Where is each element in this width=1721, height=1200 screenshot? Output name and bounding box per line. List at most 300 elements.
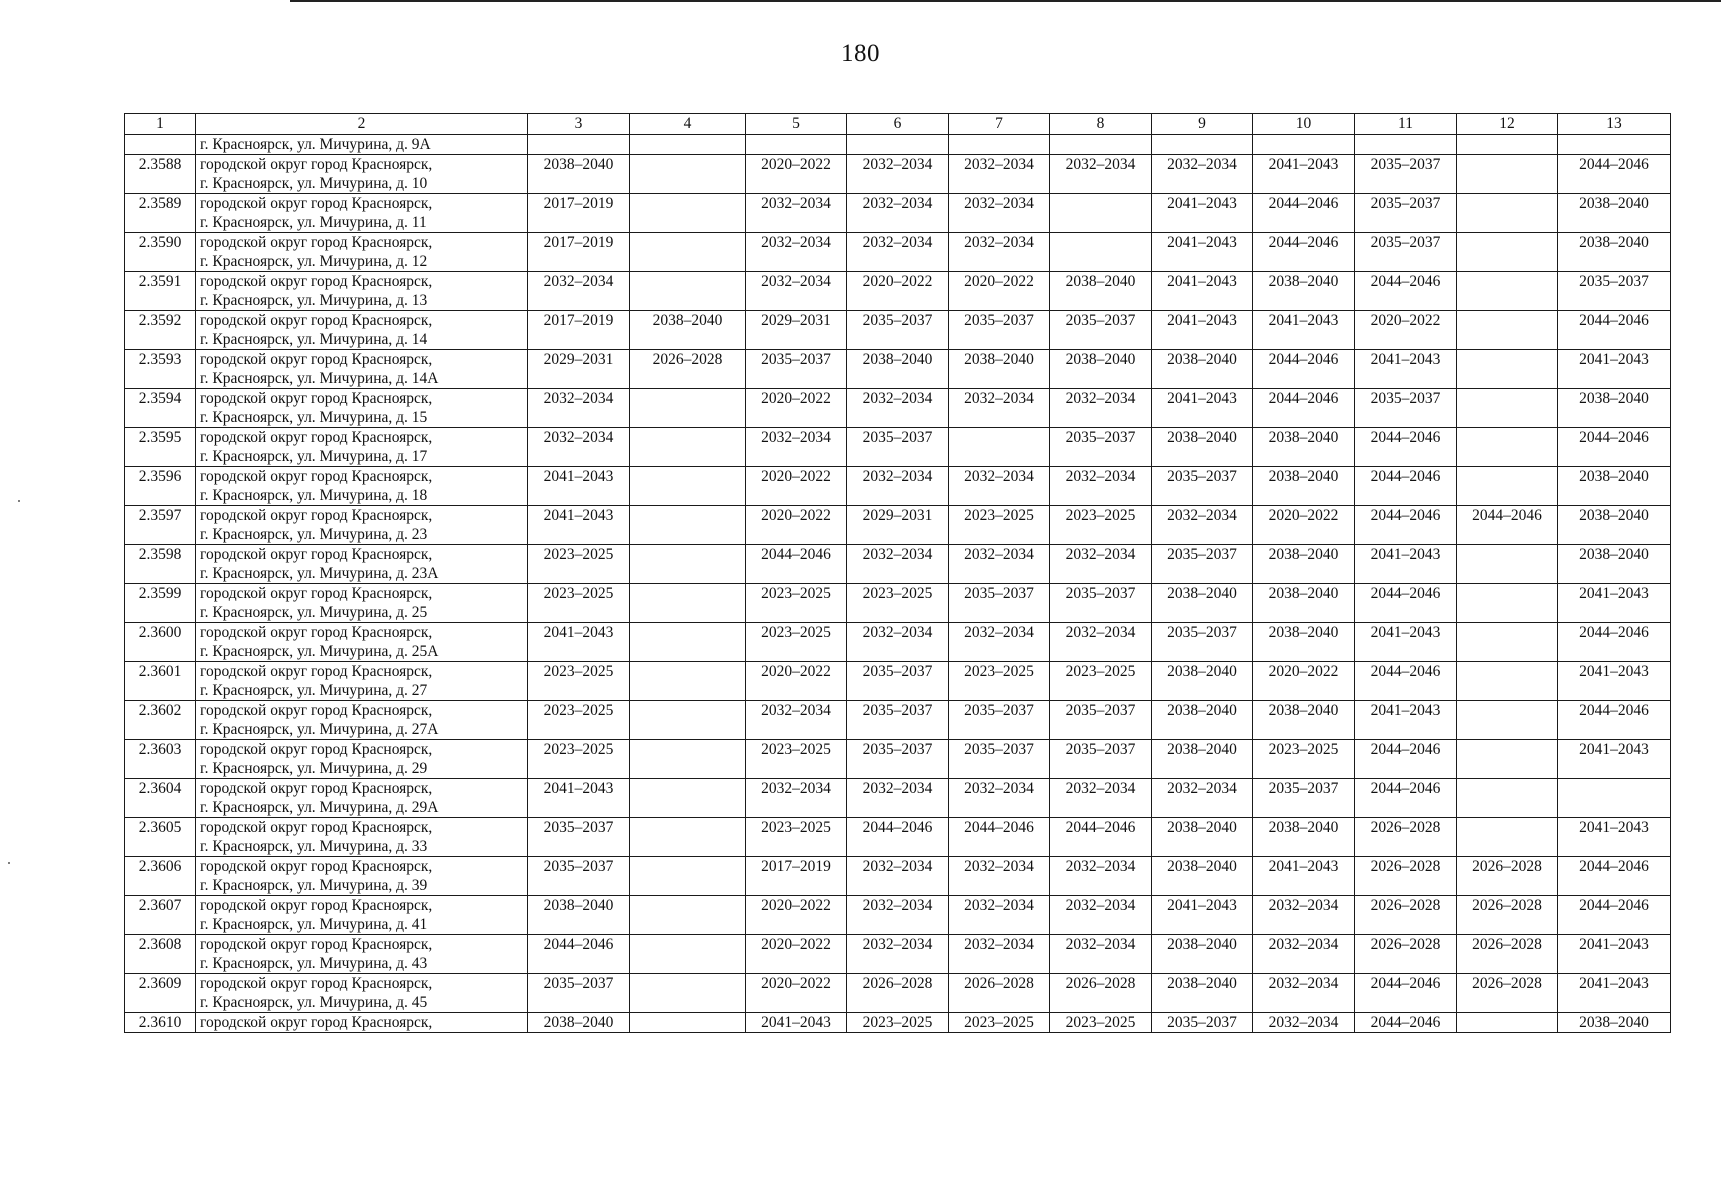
continued-row: [125, 135, 1671, 155]
period-cell-c5: 2020–2022: [746, 506, 847, 545]
period-cell-c12: [1457, 467, 1558, 506]
period-cell-c11: 2044–2046: [1355, 428, 1457, 467]
period-cell-c13: 2038–2040: [1558, 389, 1671, 428]
period-cell-c9: 2038–2040: [1152, 857, 1253, 896]
address-line-1: городской округ город Красноярск,: [200, 780, 433, 797]
period-cell-c8: 2026–2028: [1050, 974, 1152, 1013]
table-row: [125, 272, 1671, 311]
period-cell-c4: [630, 194, 746, 233]
period-cell-c4: [630, 935, 746, 974]
period-cell-c10: 2038–2040: [1253, 272, 1355, 311]
row-number-cell: 2.3608: [125, 935, 196, 974]
period-cell-c6: 2032–2034: [847, 935, 949, 974]
table-row: [125, 818, 1671, 857]
period-cell-c11: 2044–2046: [1355, 662, 1457, 701]
row-number-cell: 2.3596: [125, 467, 196, 506]
period-cell-c10: 2038–2040: [1253, 623, 1355, 662]
period-cell-c9: 2041–2043: [1152, 194, 1253, 233]
period-cell-c13: 2044–2046: [1558, 428, 1671, 467]
period-cell-c8: 2032–2034: [1050, 896, 1152, 935]
period-cell-c7: 2032–2034: [949, 857, 1050, 896]
period-cell-c9: 2041–2043: [1152, 233, 1253, 272]
period-cell-c8: 2032–2034: [1050, 935, 1152, 974]
address-cell: [196, 779, 528, 818]
period-cell-c8: 2044–2046: [1050, 818, 1152, 857]
table-row: [125, 1013, 1671, 1033]
period-cell-c12: [1457, 584, 1558, 623]
address-line-2: г. Красноярск, ул. Мичурина, д. 27А: [200, 721, 439, 738]
address-line-2: г. Красноярск, ул. Мичурина, д. 23А: [200, 565, 439, 582]
period-cell-c3: 2017–2019: [528, 194, 630, 233]
period-cell-c4: 2038–2040: [630, 311, 746, 350]
period-cell-c9: 2032–2034: [1152, 155, 1253, 194]
row-number-cell: 2.3590: [125, 233, 196, 272]
table-row: [125, 389, 1671, 428]
period-cell-c9: 2038–2040: [1152, 701, 1253, 740]
period-cell-c7: 2032–2034: [949, 545, 1050, 584]
row-number-cell: 2.3592: [125, 311, 196, 350]
row-number-cell: 2.3595: [125, 428, 196, 467]
period-cell-c4: [630, 779, 746, 818]
row-number-cell: 2.3607: [125, 896, 196, 935]
address-line-1: городской округ город Красноярск,: [200, 897, 433, 914]
period-cell-c12: [1457, 350, 1558, 389]
row-number-cell: 2.3597: [125, 506, 196, 545]
period-cell-c10: 2044–2046: [1253, 194, 1355, 233]
address-line-2: г. Красноярск, ул. Мичурина, д. 12: [200, 253, 428, 270]
period-cell-c13: 2044–2046: [1558, 896, 1671, 935]
table-row: [125, 779, 1671, 818]
period-cell-c11: 2044–2046: [1355, 1013, 1457, 1033]
table-row: [125, 545, 1671, 584]
period-cell-c7: 2035–2037: [949, 740, 1050, 779]
row-number-cell: 2.3609: [125, 974, 196, 1013]
period-cell-c3: 2035–2037: [528, 857, 630, 896]
row-number-cell: 2.3593: [125, 350, 196, 389]
period-cell-c5: 2020–2022: [746, 935, 847, 974]
period-cell-c10: 2023–2025: [1253, 740, 1355, 779]
address-line-1: городской округ город Красноярск,: [200, 702, 433, 719]
period-cell-c6: 2035–2037: [847, 662, 949, 701]
period-cell-c12: [1457, 818, 1558, 857]
row-number-cell: 2.3601: [125, 662, 196, 701]
period-cell-c11: 2044–2046: [1355, 779, 1457, 818]
period-cell-c8: 2038–2040: [1050, 272, 1152, 311]
table-row: [125, 311, 1671, 350]
period-cell-c11: 2041–2043: [1355, 545, 1457, 584]
period-cell-c12: 2026–2028: [1457, 974, 1558, 1013]
period-cell-c11: 2026–2028: [1355, 818, 1457, 857]
row-number-cell: 2.3602: [125, 701, 196, 740]
address-cell: [196, 506, 528, 545]
period-cell-c12: [1457, 428, 1558, 467]
period-cell-c4: [630, 428, 746, 467]
period-cell-c12: [1457, 194, 1558, 233]
address-cell: [196, 155, 528, 194]
address-cell: [196, 662, 528, 701]
period-cell-c10: 2044–2046: [1253, 350, 1355, 389]
row-number-cell: 2.3610: [125, 1013, 196, 1033]
period-cell-c10: 2038–2040: [1253, 467, 1355, 506]
row-number-cell: 2.3600: [125, 623, 196, 662]
period-cell-c3: 2041–2043: [528, 779, 630, 818]
period-cell-c5: 2032–2034: [746, 779, 847, 818]
address-line-2: г. Красноярск, ул. Мичурина, д. 29: [200, 760, 428, 777]
period-cell-c10: 2032–2034: [1253, 896, 1355, 935]
period-cell-c12: 2026–2028: [1457, 857, 1558, 896]
period-cell-c10: 2041–2043: [1253, 857, 1355, 896]
period-cell-c12: [1457, 389, 1558, 428]
table-row: [125, 857, 1671, 896]
period-cell-c8: 2023–2025: [1050, 506, 1152, 545]
period-cell-c13: 2041–2043: [1558, 818, 1671, 857]
period-cell-c3: 2035–2037: [528, 974, 630, 1013]
period-cell-c9: 2032–2034: [1152, 779, 1253, 818]
period-cell-c5: 2032–2034: [746, 701, 847, 740]
period-cell-c9: 2035–2037: [1152, 545, 1253, 584]
address-line-1: городской округ город Красноярск,: [200, 429, 433, 446]
row-number-cell: 2.3594: [125, 389, 196, 428]
scan-speck: [18, 500, 20, 502]
row-number-cell: 2.3599: [125, 584, 196, 623]
period-cell-c7: 2032–2034: [949, 779, 1050, 818]
period-cell-c8: 2032–2034: [1050, 857, 1152, 896]
address-line-2: г. Красноярск, ул. Мичурина, д. 43: [200, 955, 428, 972]
period-cell-c6: 2032–2034: [847, 545, 949, 584]
period-cell-c6: 2032–2034: [847, 896, 949, 935]
period-cell-c9: 2041–2043: [1152, 896, 1253, 935]
period-cell-c3: 2017–2019: [528, 233, 630, 272]
period-cell-c9: 2038–2040: [1152, 662, 1253, 701]
period-cell-c3: 2038–2040: [528, 896, 630, 935]
period-cell-c5: 2020–2022: [746, 974, 847, 1013]
period-cell-c4: [630, 467, 746, 506]
column-header: 4: [630, 114, 746, 135]
period-cell-c8: 2035–2037: [1050, 740, 1152, 779]
period-cell-c4: [630, 272, 746, 311]
period-cell-c4: [630, 155, 746, 194]
period-cell-c7: 2032–2034: [949, 896, 1050, 935]
address-line-2: г. Красноярск, ул. Мичурина, д. 41: [200, 916, 428, 933]
period-cell-c6: 2032–2034: [847, 857, 949, 896]
address-cell: городской округ город Красноярск,: [196, 1013, 528, 1033]
table-row: [125, 740, 1671, 779]
period-cell-c10: 2038–2040: [1253, 818, 1355, 857]
period-cell-c8: 2032–2034: [1050, 545, 1152, 584]
address-line-1: городской округ город Красноярск,: [200, 312, 433, 329]
period-cell-c12: [1457, 311, 1558, 350]
period-cell-c4: [630, 545, 746, 584]
period-cell-c7: 2035–2037: [949, 311, 1050, 350]
address-cell: [196, 350, 528, 389]
address-line-1: городской округ город Красноярск,: [200, 468, 433, 485]
period-cell-c5: 2020–2022: [746, 662, 847, 701]
period-cell-c7: 2032–2034: [949, 623, 1050, 662]
period-cell-c5: 2032–2034: [746, 194, 847, 233]
period-cell-c13: 2038–2040: [1558, 233, 1671, 272]
period-cell-c13: [1558, 779, 1671, 818]
address-cell: г. Красноярск, ул. Мичурина, д. 9А: [196, 135, 528, 155]
period-cell-c13: 2044–2046: [1558, 311, 1671, 350]
row-number-cell: 2.3589: [125, 194, 196, 233]
schedule-table: [124, 113, 1671, 1033]
table-row: [125, 935, 1671, 974]
top-rule: [290, 0, 1721, 2]
period-cell-c11: 2035–2037: [1355, 155, 1457, 194]
period-cell-c7: 2032–2034: [949, 194, 1050, 233]
period-cell-c8: 2032–2034: [1050, 623, 1152, 662]
period-cell-c11: 2026–2028: [1355, 896, 1457, 935]
period-cell-c12: 2026–2028: [1457, 935, 1558, 974]
table-row: [125, 662, 1671, 701]
address-line-1: городской округ город Красноярск,: [200, 507, 433, 524]
period-cell-c7: 2032–2034: [949, 389, 1050, 428]
address-line-2: г. Красноярск, ул. Мичурина, д. 13: [200, 292, 428, 309]
period-cell-c7: 2032–2034: [949, 935, 1050, 974]
address-line-2: г. Красноярск, ул. Мичурина, д. 17: [200, 448, 428, 465]
period-cell-c9: 2038–2040: [1152, 350, 1253, 389]
table-row: [125, 974, 1671, 1013]
address-line-2: г. Красноярск, ул. Мичурина, д. 14А: [200, 370, 439, 387]
period-cell-c7: 2023–2025: [949, 1013, 1050, 1033]
period-cell-c5: 2020–2022: [746, 155, 847, 194]
period-cell-c5: 2023–2025: [746, 818, 847, 857]
period-cell-c11: 2041–2043: [1355, 350, 1457, 389]
period-cell-c8: 2035–2037: [1050, 428, 1152, 467]
address-line-1: городской округ город Красноярск,: [200, 975, 433, 992]
period-cell-c6: 2035–2037: [847, 701, 949, 740]
period-cell-c11: 2041–2043: [1355, 623, 1457, 662]
period-cell-c4: [630, 233, 746, 272]
period-cell-c13: 2044–2046: [1558, 155, 1671, 194]
period-cell-c13: 2038–2040: [1558, 1013, 1671, 1033]
period-cell-c12: [1457, 233, 1558, 272]
address-line-2: г. Красноярск, ул. Мичурина, д. 33: [200, 838, 428, 855]
period-cell-c8: 2038–2040: [1050, 350, 1152, 389]
address-cell: [196, 935, 528, 974]
period-cell-c12: [1457, 272, 1558, 311]
address-line-2: г. Красноярск, ул. Мичурина, д. 10: [200, 175, 428, 192]
period-cell-c3: 2023–2025: [528, 701, 630, 740]
period-cell-c6: 2032–2034: [847, 194, 949, 233]
period-cell-c9: 2038–2040: [1152, 818, 1253, 857]
period-cell-c10: 2041–2043: [1253, 311, 1355, 350]
period-cell-c8: [1050, 194, 1152, 233]
table-row: [125, 701, 1671, 740]
period-cell-c5: 2020–2022: [746, 896, 847, 935]
address-line-1: городской округ город Красноярск,: [200, 819, 433, 836]
period-cell-c8: 2035–2037: [1050, 311, 1152, 350]
period-cell-c9: 2035–2037: [1152, 467, 1253, 506]
address-line-1: городской округ город Красноярск,: [200, 351, 433, 368]
address-line-2: г. Красноярск, ул. Мичурина, д. 25: [200, 604, 428, 621]
address-line-1: городской округ город Красноярск,: [200, 663, 433, 680]
period-cell-c12: [1457, 623, 1558, 662]
period-cell-c11: 2026–2028: [1355, 935, 1457, 974]
period-cell-c10: 2038–2040: [1253, 584, 1355, 623]
period-cell-c4: [630, 506, 746, 545]
address-line-1: городской округ город Красноярск,: [200, 624, 433, 641]
period-cell-c8: 2035–2037: [1050, 584, 1152, 623]
period-cell-c7: 2023–2025: [949, 662, 1050, 701]
period-cell-c6: 2032–2034: [847, 389, 949, 428]
period-cell-c9: 2041–2043: [1152, 389, 1253, 428]
row-number-cell: 2.3598: [125, 545, 196, 584]
period-cell-c9: 2032–2034: [1152, 506, 1253, 545]
address-line-1: городской округ город Красноярск,: [200, 390, 433, 407]
column-header: 13: [1558, 114, 1671, 135]
period-cell-c13: 2044–2046: [1558, 701, 1671, 740]
period-cell-c3: 2023–2025: [528, 740, 630, 779]
period-cell-c4: [630, 662, 746, 701]
table-row: [125, 428, 1671, 467]
period-cell-c11: 2044–2046: [1355, 974, 1457, 1013]
period-cell-c12: 2044–2046: [1457, 506, 1558, 545]
period-cell-c7: 2032–2034: [949, 155, 1050, 194]
period-cell-c6: 2023–2025: [847, 1013, 949, 1033]
column-header: 6: [847, 114, 949, 135]
address-line-1: городской округ город Красноярск,: [200, 741, 433, 758]
period-cell-c8: 2032–2034: [1050, 779, 1152, 818]
period-cell-c6: 2026–2028: [847, 974, 949, 1013]
period-cell-c11: 2044–2046: [1355, 584, 1457, 623]
period-cell-c13: 2035–2037: [1558, 272, 1671, 311]
period-cell-c6: 2029–2031: [847, 506, 949, 545]
period-cell-c11: 2020–2022: [1355, 311, 1457, 350]
table-row: [125, 506, 1671, 545]
column-header: 12: [1457, 114, 1558, 135]
address-cell: [196, 896, 528, 935]
period-cell-c8: 2032–2034: [1050, 467, 1152, 506]
row-number-cell: 2.3603: [125, 740, 196, 779]
address-cell: [196, 428, 528, 467]
period-cell-c3: 2032–2034: [528, 272, 630, 311]
period-cell-c9: 2038–2040: [1152, 428, 1253, 467]
period-cell-c13: 2041–2043: [1558, 350, 1671, 389]
period-cell-c9: 2035–2037: [1152, 623, 1253, 662]
period-cell-c10: 2041–2043: [1253, 155, 1355, 194]
period-cell-c12: [1457, 662, 1558, 701]
address-line-1: городской округ город Красноярск,: [200, 858, 433, 875]
period-cell-c6: 2035–2037: [847, 740, 949, 779]
period-cell-c10: 2032–2034: [1253, 935, 1355, 974]
row-number-cell: 2.3604: [125, 779, 196, 818]
period-cell-c11: 2044–2046: [1355, 467, 1457, 506]
period-cell-c12: [1457, 545, 1558, 584]
period-cell-c9: 2041–2043: [1152, 272, 1253, 311]
period-cell-c13: 2044–2046: [1558, 857, 1671, 896]
period-cell-c7: 2038–2040: [949, 350, 1050, 389]
period-cell-c6: 2032–2034: [847, 623, 949, 662]
period-cell-c4: [630, 1013, 746, 1033]
address-cell: [196, 233, 528, 272]
period-cell-c9: 2038–2040: [1152, 584, 1253, 623]
period-cell-c6: 2032–2034: [847, 467, 949, 506]
period-cell-c5: 2023–2025: [746, 740, 847, 779]
address-line-2: г. Красноярск, ул. Мичурина, д. 11: [200, 214, 427, 231]
address-cell: [196, 311, 528, 350]
address-line-1: городской округ город Красноярск,: [200, 195, 433, 212]
period-cell-c13: 2041–2043: [1558, 740, 1671, 779]
period-cell-c5: 2023–2025: [746, 584, 847, 623]
page-number: 180: [841, 40, 880, 67]
period-cell-c3: 2041–2043: [528, 506, 630, 545]
period-cell-c10: 2038–2040: [1253, 428, 1355, 467]
period-cell-c13: 2038–2040: [1558, 506, 1671, 545]
column-header: 5: [746, 114, 847, 135]
scan-speck: [8, 862, 10, 864]
address-line-1: городской округ город Красноярск,: [200, 546, 433, 563]
address-cell: [196, 857, 528, 896]
period-cell-c5: 2032–2034: [746, 272, 847, 311]
period-cell-c3: 2044–2046: [528, 935, 630, 974]
table-row: [125, 350, 1671, 389]
period-cell-c7: 2023–2025: [949, 506, 1050, 545]
period-cell-c3: 2023–2025: [528, 584, 630, 623]
period-cell-c7: 2020–2022: [949, 272, 1050, 311]
column-header: 3: [528, 114, 630, 135]
row-number-cell: [125, 135, 196, 155]
period-cell-c13: 2038–2040: [1558, 545, 1671, 584]
period-cell-c4: [630, 818, 746, 857]
address-line-2: г. Красноярск, ул. Мичурина, д. 39: [200, 877, 428, 894]
period-cell-c8: 2023–2025: [1050, 662, 1152, 701]
period-cell-c9: 2038–2040: [1152, 935, 1253, 974]
row-number-cell: 2.3605: [125, 818, 196, 857]
period-cell-c9: 2038–2040: [1152, 974, 1253, 1013]
period-cell-c3: 2041–2043: [528, 467, 630, 506]
period-cell-c3: 2038–2040: [528, 1013, 630, 1033]
period-cell-c3: 2041–2043: [528, 623, 630, 662]
address-line-1: городской округ город Красноярск,: [200, 234, 433, 251]
address-cell: [196, 740, 528, 779]
period-cell-c10: 2020–2022: [1253, 662, 1355, 701]
period-cell-c7: 2032–2034: [949, 467, 1050, 506]
address-cell: [196, 194, 528, 233]
period-cell-c7: 2026–2028: [949, 974, 1050, 1013]
period-cell-c4: [630, 740, 746, 779]
row-number-cell: 2.3588: [125, 155, 196, 194]
period-cell-c6: 2020–2022: [847, 272, 949, 311]
period-cell-c5: 2041–2043: [746, 1013, 847, 1033]
period-cell-c10: 2020–2022: [1253, 506, 1355, 545]
period-cell-c3: 2038–2040: [528, 155, 630, 194]
period-cell-c5: 2029–2031: [746, 311, 847, 350]
period-cell-c11: 2041–2043: [1355, 701, 1457, 740]
period-cell-c10: 2032–2034: [1253, 1013, 1355, 1033]
period-cell-c12: [1457, 779, 1558, 818]
address-line-2: г. Красноярск, ул. Мичурина, д. 25А: [200, 643, 439, 660]
period-cell-c11: 2035–2037: [1355, 389, 1457, 428]
address-cell: [196, 974, 528, 1013]
period-cell-c3: 2023–2025: [528, 662, 630, 701]
period-cell-c11: 2044–2046: [1355, 272, 1457, 311]
table-row: [125, 155, 1671, 194]
period-cell-c3: 2032–2034: [528, 428, 630, 467]
address-cell: [196, 818, 528, 857]
period-cell-c3: 2035–2037: [528, 818, 630, 857]
row-number-cell: 2.3591: [125, 272, 196, 311]
period-cell-c5: 2035–2037: [746, 350, 847, 389]
period-cell-c13: 2038–2040: [1558, 194, 1671, 233]
period-cell-c11: 2044–2046: [1355, 740, 1457, 779]
period-cell-c4: [630, 701, 746, 740]
period-cell-c13: 2038–2040: [1558, 467, 1671, 506]
column-header: 11: [1355, 114, 1457, 135]
period-cell-c3: 2023–2025: [528, 545, 630, 584]
table-row: [125, 584, 1671, 623]
address-line-1: городской округ город Красноярск,: [200, 936, 433, 953]
